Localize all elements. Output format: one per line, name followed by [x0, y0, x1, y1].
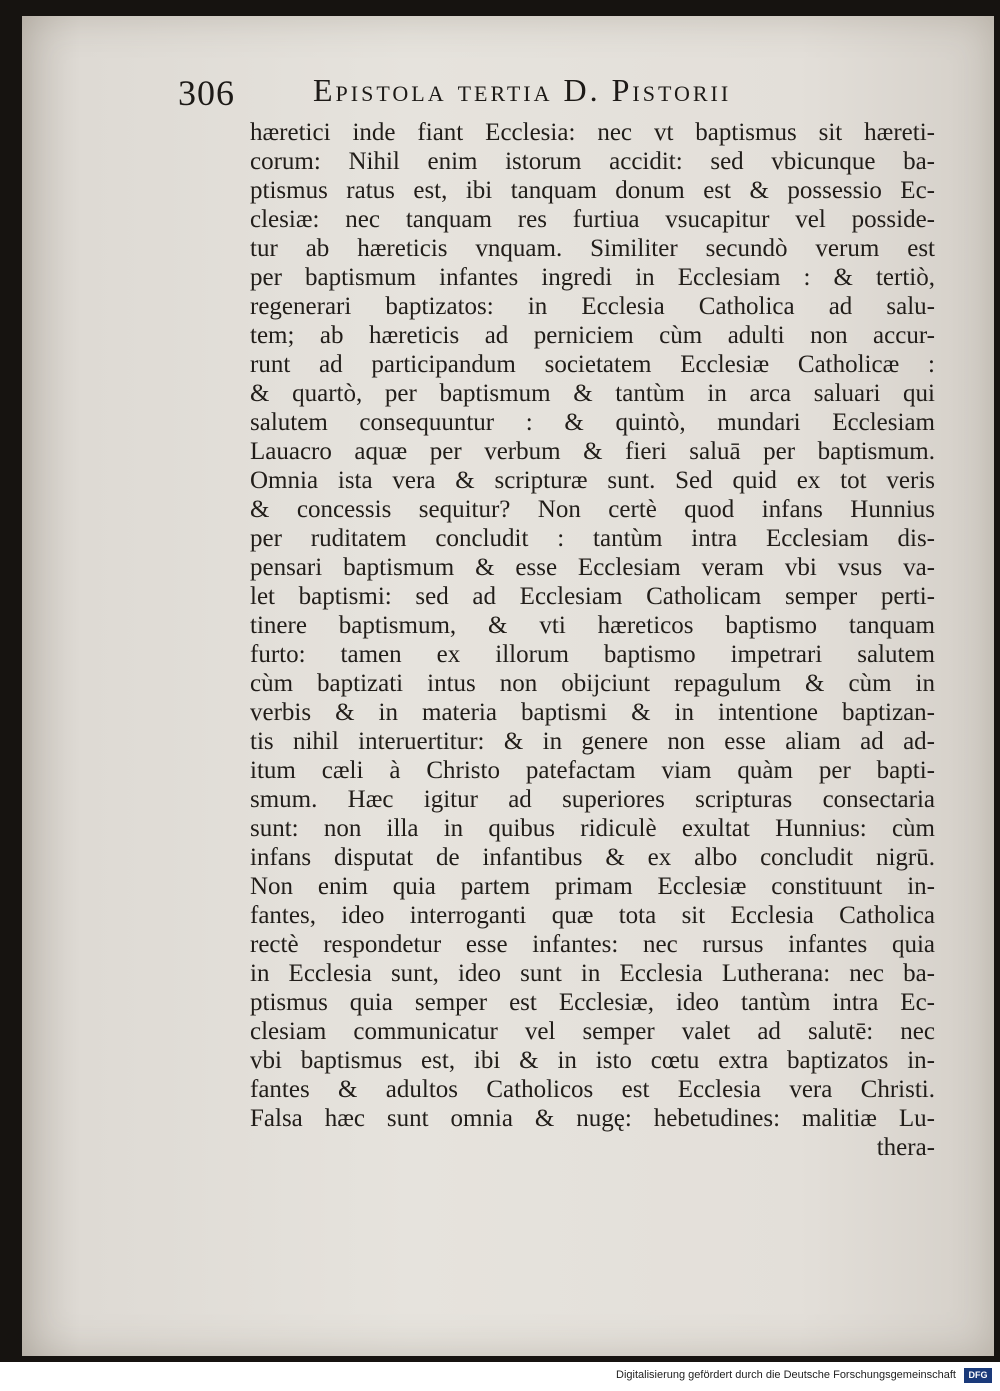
text-line: tem; ab hæreticis ad perniciem cùm adulti non accur- [250, 322, 935, 349]
text-line: clesiam communicatur vel semper valet ad salutē: nec [250, 1018, 935, 1045]
footer-bar [0, 1362, 1000, 1391]
running-title: Epistola tertia D. Pistorii [313, 72, 732, 108]
page-number: 306 [178, 73, 235, 113]
text-line: itum cæli à Christo patefactam viam quàm per bapti- [250, 757, 935, 784]
text-line: infans disputat de infantibus & ex albo concludit nigrū. [250, 844, 935, 871]
text-line: regenerari baptizatos: in Ecclesia Catholica ad salu- [250, 293, 935, 320]
text-line: vbi baptismus est, ibi & in isto cœtu extra baptizatos in- [250, 1047, 935, 1074]
text-line: Falsa hæc sunt omnia & nugę: hebetudines: malitiæ Lu- [250, 1105, 935, 1132]
text-line: in Ecclesia sunt, ideo sunt in Ecclesia Lutherana: nec ba- [250, 960, 935, 987]
text-line: Non enim quia partem primam Ecclesiæ constituunt in- [250, 873, 935, 900]
text-line: fantes & adultos Catholicos est Ecclesia vera Christi. [250, 1076, 935, 1103]
text-line: cùm baptizati intus non obijciunt repagulum & cùm in [250, 670, 935, 697]
text-line: ptismus ratus est, ibi tanquam donum est & possessio Ec- [250, 177, 935, 204]
body-text [250, 118, 935, 1162]
catchword: thera- [876, 1134, 935, 1161]
text-line: pensari baptismum & esse Ecclesiam veram vbi vsus va- [250, 554, 935, 581]
text-line: tis nihil interuertitur: & in genere non esse aliam ad ad- [250, 728, 935, 755]
text-line: Lauacro aquæ per verbum & fieri saluā per baptismum. [250, 438, 935, 465]
text-line: furto: tamen ex illorum baptismo impetrari salutem [250, 641, 935, 668]
text-line: tur ab hæreticis vnquam. Similiter secundò verum est [250, 235, 935, 262]
text-line: & quartò, per baptismum & tantùm in arca saluari qui [250, 380, 935, 407]
text-line: fantes, ideo interroganti quæ tota sit Ecclesia Catholica [250, 902, 935, 929]
text-line: ptismus quia semper est Ecclesiæ, ideo tantùm intra Ec- [250, 989, 935, 1016]
text-line: hæretici inde fiant Ecclesia: nec vt baptismus sit hæreti- [250, 119, 935, 146]
dfg-logo: DFG [964, 1368, 992, 1383]
text-line: corum: Nihil enim istorum accidit: sed vbicunque ba- [250, 148, 935, 175]
text-line: smum. Hæc igitur ad superiores scripturas consectaria [250, 786, 935, 813]
funding-credit: Digitalisierung gefördert durch die Deutsche Forschungsgemeinschaft [616, 1369, 956, 1381]
text-line: let baptismi: sed ad Ecclesiam Catholicam semper perti- [250, 583, 935, 610]
text-line: sunt: non illa in quibus ridiculè exultat Hunnius: cùm [250, 815, 935, 842]
page-header [178, 72, 868, 122]
text-line: runt ad participandum societatem Ecclesiæ Catholicæ : [250, 351, 935, 378]
text-line: per baptismum infantes ingredi in Ecclesiam : & tertiò, [250, 264, 935, 291]
text-line: per ruditatem concludit : tantùm intra Ecclesiam dis- [250, 525, 935, 552]
text-line: Omnia ista vera & scripturæ sunt. Sed quid ex tot veris [250, 467, 935, 494]
text-line: & concessis sequitur? Non certè quod infans Hunnius [250, 496, 935, 523]
text-line: verbis & in materia baptismi & in intentione baptizan- [250, 699, 935, 726]
text-line: clesiæ: nec tanquam res furtiua vsucapitur vel posside- [250, 206, 935, 233]
text-line: salutem consequuntur : & quintò, mundari Ecclesiam [250, 409, 935, 436]
text-line: rectè respondetur esse infantes: nec rursus infantes quia [250, 931, 935, 958]
text-line: tinere baptismum, & vti hæreticos baptismo tanquam [250, 612, 935, 639]
